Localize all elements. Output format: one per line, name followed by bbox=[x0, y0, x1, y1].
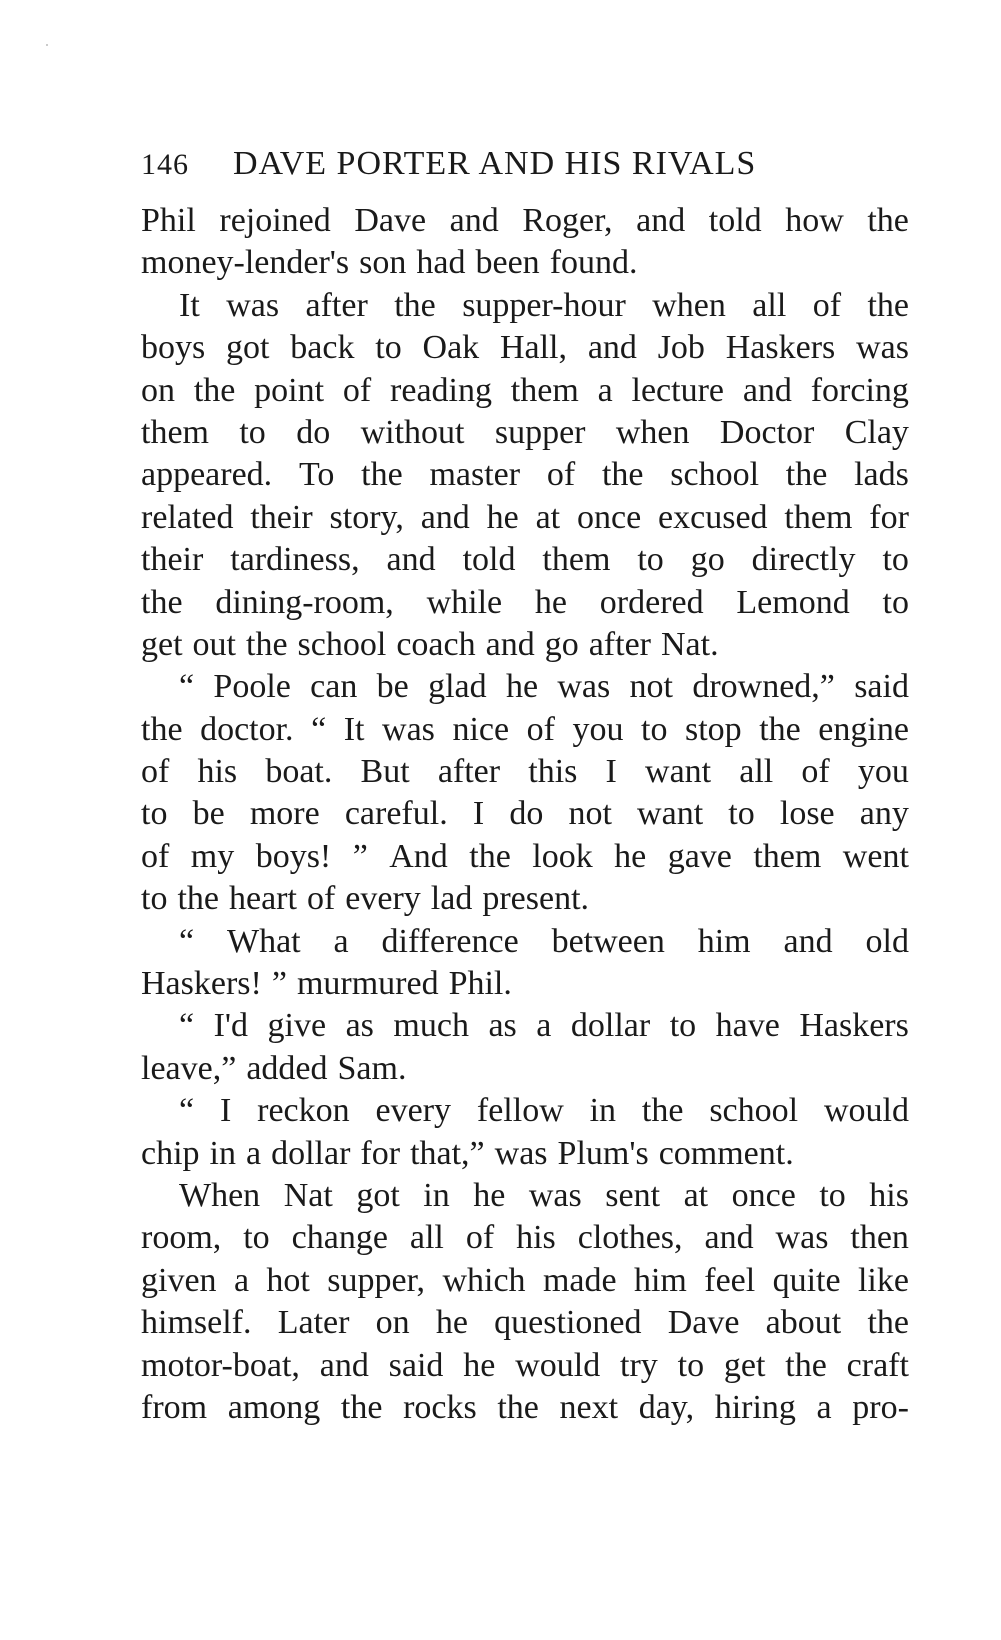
word: engine bbox=[818, 710, 909, 748]
word: their bbox=[141, 541, 204, 579]
word: tardiness, bbox=[230, 541, 360, 579]
running-head bbox=[141, 138, 909, 190]
word: was bbox=[528, 1176, 582, 1214]
word: was bbox=[557, 668, 611, 706]
word: himself. bbox=[141, 1304, 252, 1342]
word: hot bbox=[266, 1261, 310, 1299]
word: to bbox=[239, 413, 266, 451]
text-line bbox=[141, 921, 909, 963]
word: and bbox=[449, 202, 499, 239]
word: given bbox=[141, 1261, 217, 1299]
word: told bbox=[462, 541, 516, 579]
word: was bbox=[856, 329, 909, 367]
word: would bbox=[823, 1092, 909, 1130]
word: then bbox=[850, 1219, 909, 1257]
word: much bbox=[393, 1007, 469, 1045]
text-line bbox=[141, 242, 909, 284]
word: want bbox=[645, 753, 712, 791]
word: back bbox=[290, 329, 355, 367]
word: boys! bbox=[255, 837, 332, 875]
word: after bbox=[437, 753, 501, 791]
word: his bbox=[197, 753, 238, 791]
word: that,” bbox=[410, 1134, 485, 1172]
word: was bbox=[382, 710, 435, 748]
word: went bbox=[842, 837, 909, 875]
word: to bbox=[243, 1219, 270, 1257]
word: once bbox=[577, 498, 642, 536]
word: I bbox=[472, 795, 485, 833]
word: the bbox=[193, 371, 236, 409]
word: added bbox=[246, 1049, 328, 1087]
text-line bbox=[141, 1133, 909, 1175]
word: Plum's bbox=[557, 1134, 649, 1172]
text-line bbox=[141, 836, 909, 878]
word: was bbox=[226, 286, 280, 324]
word: feel bbox=[704, 1261, 756, 1299]
word: the bbox=[177, 880, 219, 918]
word: rocks bbox=[403, 1388, 477, 1426]
word: the bbox=[867, 202, 909, 239]
word: look bbox=[532, 837, 593, 875]
word: and bbox=[386, 541, 436, 579]
word: to bbox=[669, 1007, 697, 1045]
text-line bbox=[141, 370, 909, 412]
word: of bbox=[141, 837, 170, 875]
word: “ bbox=[179, 1007, 195, 1045]
text-line bbox=[141, 200, 909, 242]
text-line bbox=[141, 454, 909, 496]
word: as bbox=[345, 1007, 374, 1045]
word: about bbox=[765, 1304, 842, 1342]
word: them bbox=[784, 498, 853, 536]
word: to bbox=[141, 795, 168, 833]
word: Dave bbox=[354, 202, 427, 239]
word: a bbox=[333, 922, 349, 960]
word: to bbox=[637, 541, 664, 579]
word: forcing bbox=[810, 371, 909, 409]
word: school bbox=[670, 456, 760, 494]
word: “ bbox=[179, 922, 195, 960]
word: had bbox=[416, 244, 466, 282]
word: you bbox=[572, 710, 624, 748]
word: to bbox=[728, 795, 755, 833]
word: comment. bbox=[658, 1134, 794, 1172]
word: he bbox=[473, 1176, 506, 1214]
word: he bbox=[486, 498, 519, 536]
word: Lemond bbox=[736, 583, 850, 621]
word: the bbox=[340, 1388, 383, 1426]
word: their bbox=[250, 498, 313, 536]
word: It bbox=[343, 710, 365, 748]
word: all bbox=[409, 1219, 444, 1257]
word: next bbox=[559, 1388, 619, 1426]
word: he bbox=[614, 837, 647, 875]
word: more bbox=[249, 795, 320, 833]
word: gave bbox=[667, 837, 732, 875]
word: and bbox=[420, 498, 470, 536]
word: while bbox=[426, 583, 503, 621]
word: When bbox=[179, 1176, 261, 1214]
word: said bbox=[388, 1346, 444, 1384]
text-line bbox=[141, 963, 909, 1005]
word: for bbox=[869, 498, 909, 536]
word: was bbox=[775, 1219, 829, 1257]
word: without bbox=[360, 413, 465, 451]
word: be bbox=[192, 795, 225, 833]
word: Poole bbox=[213, 668, 291, 706]
word: found. bbox=[549, 244, 638, 282]
word: point bbox=[254, 371, 325, 409]
word: every bbox=[345, 880, 421, 918]
word: when bbox=[615, 413, 690, 451]
word: try bbox=[620, 1346, 658, 1384]
word: chip bbox=[141, 1134, 200, 1172]
word: motor-boat, bbox=[141, 1346, 300, 1384]
word: after bbox=[305, 286, 368, 324]
text-line bbox=[141, 1260, 909, 1302]
word: once bbox=[731, 1176, 796, 1214]
word: “ bbox=[179, 668, 195, 706]
word: What bbox=[226, 922, 301, 960]
word: “ bbox=[311, 710, 327, 748]
word: ” bbox=[352, 837, 368, 875]
word: lecture bbox=[631, 371, 724, 409]
word: present. bbox=[482, 880, 590, 918]
word: made bbox=[542, 1261, 617, 1299]
word: all bbox=[752, 286, 787, 324]
word: every bbox=[375, 1092, 452, 1130]
word: related bbox=[141, 498, 234, 536]
word: Sam. bbox=[337, 1049, 407, 1087]
word: his bbox=[516, 1219, 556, 1257]
word: get bbox=[141, 625, 183, 663]
word: school bbox=[297, 625, 387, 663]
word: between bbox=[551, 922, 665, 960]
text-line bbox=[141, 497, 909, 539]
word: day, bbox=[638, 1388, 695, 1426]
text-line bbox=[141, 1345, 909, 1387]
word: to bbox=[141, 880, 168, 918]
word: Job bbox=[657, 329, 705, 367]
word: and bbox=[704, 1219, 754, 1257]
word: craft bbox=[846, 1346, 909, 1384]
word: the bbox=[497, 1388, 539, 1426]
word: clothes, bbox=[577, 1219, 683, 1257]
text-line bbox=[141, 793, 909, 835]
word: supper bbox=[494, 413, 586, 451]
word: have bbox=[715, 1007, 780, 1045]
word: go bbox=[690, 541, 725, 579]
word: and bbox=[319, 1346, 369, 1384]
word: my bbox=[190, 837, 235, 875]
word: “ bbox=[179, 1092, 195, 1130]
word: Dave bbox=[667, 1304, 740, 1342]
word: the bbox=[141, 583, 183, 621]
word: out bbox=[192, 625, 236, 663]
word: when bbox=[652, 286, 726, 324]
word: got bbox=[226, 329, 270, 367]
word: at bbox=[683, 1176, 709, 1214]
word: can bbox=[310, 668, 358, 706]
word: after bbox=[588, 625, 651, 663]
word: be bbox=[376, 668, 409, 706]
word: To bbox=[298, 456, 335, 494]
word: and bbox=[587, 329, 637, 367]
word: want bbox=[637, 795, 704, 833]
text-line bbox=[141, 1387, 909, 1429]
word: of bbox=[801, 753, 830, 791]
word: Oak bbox=[422, 329, 480, 367]
word: the bbox=[785, 1346, 827, 1384]
word: the bbox=[867, 1304, 909, 1342]
word: his bbox=[869, 1176, 909, 1214]
word: he bbox=[435, 1304, 468, 1342]
word: get bbox=[723, 1346, 766, 1384]
word: And bbox=[389, 837, 448, 875]
text-line bbox=[141, 666, 909, 708]
word: not bbox=[568, 795, 612, 833]
word: them bbox=[753, 837, 822, 875]
word: among bbox=[227, 1388, 321, 1426]
text-line bbox=[141, 1175, 909, 1217]
word: of bbox=[465, 1219, 495, 1257]
word: Phil bbox=[141, 202, 196, 239]
word: to bbox=[375, 329, 402, 367]
word: he bbox=[463, 1346, 496, 1384]
word: doctor. bbox=[200, 710, 294, 748]
word: he bbox=[505, 668, 539, 706]
word: supper-hour bbox=[462, 286, 626, 324]
word: as bbox=[488, 1007, 517, 1045]
word: he bbox=[534, 583, 568, 621]
word: of bbox=[546, 456, 576, 494]
word: nice bbox=[452, 710, 510, 748]
word: pro- bbox=[852, 1388, 909, 1426]
text-line bbox=[141, 878, 909, 920]
word: got bbox=[356, 1176, 400, 1214]
word: the bbox=[601, 456, 644, 494]
word: the bbox=[867, 286, 909, 324]
word: do bbox=[296, 413, 331, 451]
word: said bbox=[854, 668, 909, 706]
word: the bbox=[141, 710, 183, 748]
word: you bbox=[857, 753, 909, 791]
word: them bbox=[141, 413, 209, 451]
word: and bbox=[742, 371, 792, 409]
word: boat. bbox=[265, 753, 333, 791]
text-line bbox=[141, 539, 909, 581]
word: a bbox=[597, 371, 613, 409]
word: give bbox=[267, 1007, 327, 1045]
word: of bbox=[141, 753, 170, 791]
text-line bbox=[141, 582, 909, 624]
word: dollar bbox=[271, 1134, 351, 1172]
word: on bbox=[375, 1304, 410, 1342]
word: been bbox=[475, 244, 540, 282]
word: do bbox=[509, 795, 544, 833]
word: dollar bbox=[570, 1007, 651, 1045]
word: in bbox=[589, 1092, 617, 1130]
word: the bbox=[394, 286, 436, 324]
text-line bbox=[141, 285, 909, 327]
word: careful. bbox=[344, 795, 448, 833]
word: the bbox=[246, 625, 288, 663]
word: dining-room, bbox=[215, 583, 394, 621]
word: a bbox=[246, 1134, 262, 1172]
word: Haskers bbox=[799, 1007, 909, 1045]
word: son bbox=[359, 244, 407, 282]
word: of bbox=[526, 710, 555, 748]
word: a bbox=[816, 1388, 832, 1426]
word: was bbox=[494, 1134, 548, 1172]
word: fellow bbox=[476, 1092, 564, 1130]
word: drowned,” bbox=[692, 668, 835, 706]
word: change bbox=[291, 1219, 388, 1257]
word: questioned bbox=[494, 1304, 642, 1342]
word: directly bbox=[751, 541, 856, 579]
word: I bbox=[605, 753, 617, 791]
text-line bbox=[141, 1005, 909, 1047]
word: to bbox=[882, 583, 909, 621]
word: sent bbox=[605, 1176, 661, 1214]
word: of bbox=[306, 880, 336, 918]
word: on bbox=[141, 371, 175, 409]
word: a bbox=[536, 1007, 552, 1045]
text-line bbox=[141, 1090, 909, 1132]
word: of bbox=[812, 286, 842, 324]
word: of bbox=[342, 371, 372, 409]
word: told bbox=[708, 202, 762, 239]
text-line bbox=[141, 412, 909, 454]
book-page bbox=[141, 138, 909, 1429]
word: appeared. bbox=[141, 456, 273, 494]
word: this bbox=[528, 753, 578, 791]
word: I bbox=[219, 1092, 232, 1130]
word: supper, bbox=[327, 1261, 426, 1299]
word: and bbox=[485, 625, 535, 663]
word: leave,” bbox=[141, 1049, 237, 1087]
word: boys bbox=[141, 329, 206, 367]
word: the bbox=[361, 456, 403, 494]
word: any bbox=[859, 795, 909, 833]
word: quite bbox=[772, 1261, 841, 1299]
word: Haskers! bbox=[141, 965, 262, 1003]
word: the bbox=[641, 1092, 684, 1130]
word: go bbox=[544, 625, 579, 663]
word: reading bbox=[390, 371, 492, 409]
word: Haskers bbox=[725, 329, 836, 367]
word: them bbox=[542, 541, 611, 579]
word: to bbox=[641, 710, 668, 748]
word: in bbox=[423, 1176, 450, 1214]
word: at bbox=[535, 498, 561, 536]
word: and bbox=[636, 202, 686, 239]
word: stop bbox=[685, 710, 742, 748]
word: not bbox=[629, 668, 673, 706]
word: to bbox=[882, 541, 909, 579]
word: like bbox=[857, 1261, 909, 1299]
text-line bbox=[141, 1048, 909, 1090]
word: Later bbox=[277, 1304, 350, 1342]
word: glad bbox=[428, 668, 487, 706]
word: from bbox=[141, 1388, 208, 1426]
word: Nat. bbox=[660, 625, 719, 663]
word: Hall, bbox=[499, 329, 568, 367]
text-line bbox=[141, 624, 909, 666]
word: the bbox=[759, 710, 801, 748]
scan-speck bbox=[46, 44, 48, 46]
word: to bbox=[677, 1346, 705, 1384]
word: for bbox=[360, 1134, 401, 1172]
word: ” bbox=[271, 965, 287, 1003]
word: difference bbox=[381, 922, 519, 960]
body-text bbox=[141, 200, 909, 1429]
word: Clay bbox=[844, 413, 909, 451]
page-number: 146 bbox=[141, 148, 189, 181]
word: reckon bbox=[257, 1092, 350, 1130]
word: story, bbox=[329, 498, 404, 536]
word: which bbox=[442, 1261, 526, 1299]
word: coach bbox=[396, 625, 476, 663]
word: old bbox=[865, 922, 909, 960]
word: heart bbox=[229, 880, 297, 918]
word: I'd bbox=[213, 1007, 249, 1045]
word: master bbox=[429, 456, 521, 494]
word: him bbox=[633, 1261, 687, 1299]
word: Nat bbox=[283, 1176, 333, 1214]
word: hiring bbox=[714, 1388, 796, 1426]
word: lads bbox=[854, 456, 909, 494]
word: to bbox=[819, 1176, 846, 1214]
word: lad bbox=[430, 880, 473, 918]
text-line bbox=[141, 1302, 909, 1344]
word: It bbox=[179, 286, 200, 324]
word: But bbox=[360, 753, 410, 791]
word: money-lender's bbox=[141, 244, 350, 282]
word: ordered bbox=[599, 583, 704, 621]
text-line bbox=[141, 327, 909, 369]
word: him bbox=[697, 922, 751, 960]
word: murmured bbox=[296, 965, 439, 1003]
word: room, bbox=[141, 1219, 222, 1257]
text-line bbox=[141, 1217, 909, 1259]
word: rejoined bbox=[219, 202, 331, 239]
word: Roger, bbox=[522, 202, 613, 239]
text-line bbox=[141, 709, 909, 751]
word: would bbox=[515, 1346, 601, 1384]
word: them bbox=[510, 371, 579, 409]
word: lose bbox=[779, 795, 835, 833]
word: excused bbox=[658, 498, 768, 536]
running-title: DAVE PORTER AND HIS RIVALS bbox=[233, 145, 757, 182]
word: school bbox=[709, 1092, 799, 1130]
word: how bbox=[785, 202, 844, 239]
word: the bbox=[469, 837, 511, 875]
text-line bbox=[141, 751, 909, 793]
word: all bbox=[739, 753, 774, 791]
word: Doctor bbox=[719, 413, 815, 451]
word: Phil. bbox=[448, 965, 512, 1003]
word: the bbox=[785, 456, 828, 494]
word: and bbox=[783, 922, 833, 960]
word: a bbox=[233, 1261, 250, 1299]
word: in bbox=[209, 1134, 236, 1172]
